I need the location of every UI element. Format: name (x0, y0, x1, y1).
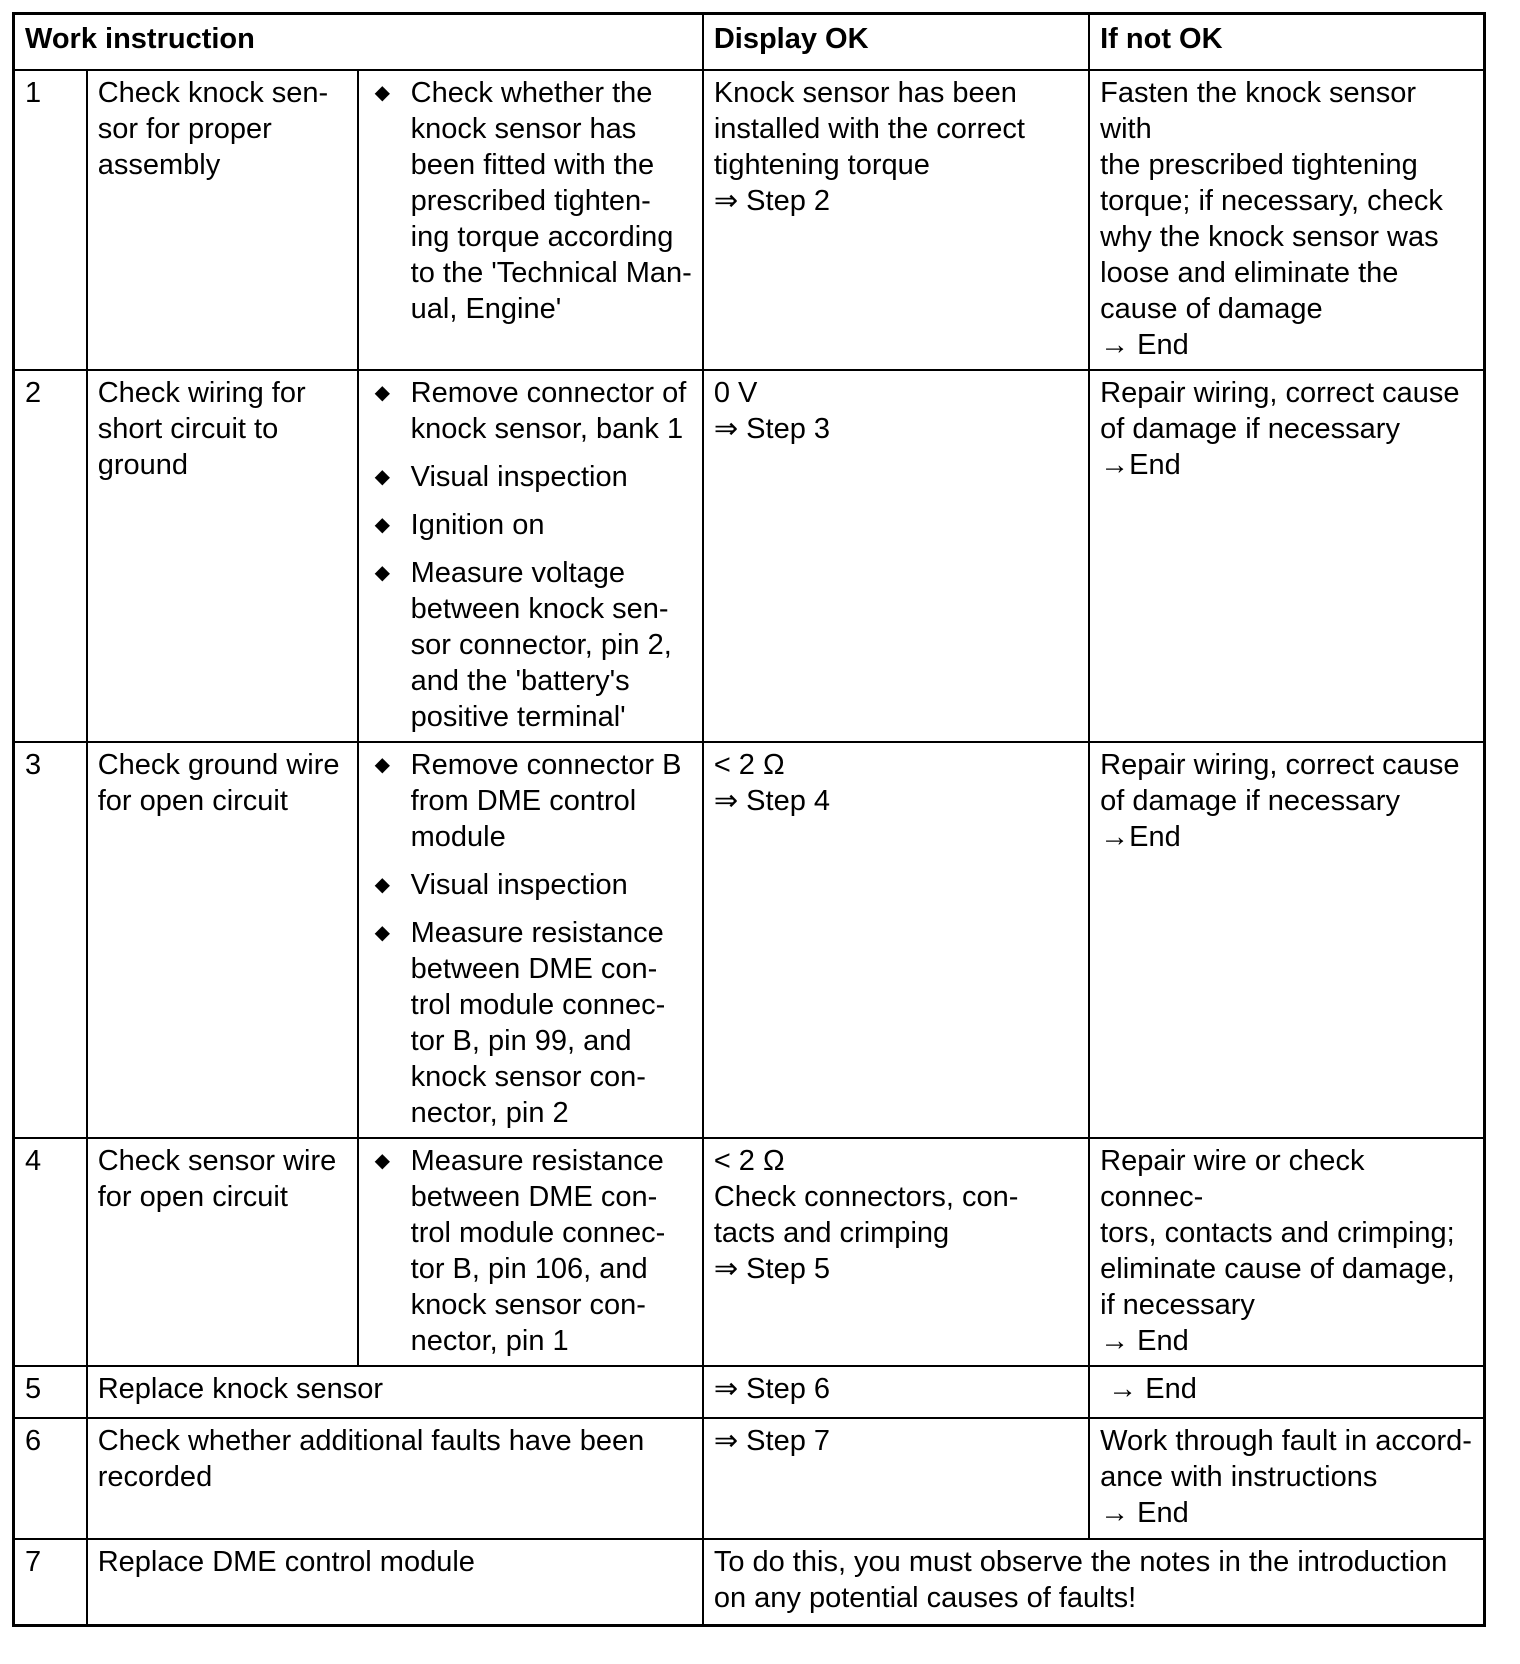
not-ok-line: →End (1100, 449, 1181, 481)
step-number: 2 (14, 370, 87, 742)
action-line: to the 'Technical Man- (410, 257, 692, 289)
action-line: Measure resistance (410, 917, 664, 949)
action-line: ing torque according (410, 221, 674, 253)
action-list (369, 75, 692, 327)
ok-line: < 2 Ω (713, 1145, 785, 1177)
step-number: 7 (14, 1539, 87, 1625)
not-ok-line: Work through fault in accord- (1100, 1425, 1472, 1457)
action-line: trol module connec- (410, 989, 666, 1021)
diamond-bullet-icon: ◆ (374, 514, 391, 536)
table-row (14, 1366, 1485, 1418)
diamond-bullet-icon: ◆ (374, 466, 391, 488)
action-line: positive terminal' (410, 701, 626, 733)
header-row (14, 14, 1485, 71)
task-line: Check whether additional faults have been (97, 1425, 645, 1457)
action-line: prescribed tighten- (410, 185, 651, 217)
action-line: and the 'battery's (410, 665, 630, 697)
if-not-ok-cell (1089, 1366, 1484, 1418)
action-line: between DME con- (410, 1181, 658, 1213)
diamond-bullet-icon: ◆ (374, 1150, 391, 1172)
step-task (87, 742, 358, 1138)
not-ok-line: →End (1100, 821, 1181, 853)
step-task (87, 370, 358, 742)
not-ok-line: if necessary (1100, 1289, 1255, 1321)
if-not-ok-cell (1089, 70, 1484, 370)
not-ok-line: the prescribed tightening (1100, 149, 1418, 181)
header-display-ok: Display OK (703, 14, 1089, 71)
task-line: Check knock sen- (97, 77, 329, 109)
action-line: Measure voltage (410, 557, 626, 589)
task-line: assembly (97, 149, 221, 181)
ok-line: ⇒ Step 3 (713, 413, 831, 445)
diamond-bullet-icon: ◆ (374, 82, 391, 104)
action-line: Remove connector of (410, 377, 687, 409)
list-item (369, 507, 692, 543)
list-item (369, 375, 692, 447)
action-line: from DME control (410, 785, 637, 817)
table-row (14, 70, 1485, 370)
task-line: Replace DME control module (97, 1546, 475, 1578)
not-ok-line: → End (1100, 1497, 1189, 1529)
action-line: nector, pin 1 (410, 1325, 569, 1357)
action-line: Check whether the (410, 77, 653, 109)
note-line: on any potential causes of faults! (713, 1582, 1137, 1614)
not-ok-line: tors, contacts and crimping; (1100, 1217, 1455, 1249)
action-line: been fitted with the (410, 149, 655, 181)
action-line: trol module connec- (410, 1217, 666, 1249)
action-line: knock sensor has (410, 113, 637, 145)
ok-line: tightening torque (713, 149, 930, 181)
task-line: ground (97, 449, 189, 481)
ok-line: ⇒ Step 7 (713, 1425, 831, 1457)
action-line: ual, Engine' (410, 293, 562, 325)
not-ok-line: cause of damage (1100, 293, 1323, 325)
if-not-ok-cell (1089, 1418, 1484, 1539)
action-line: Visual inspection (410, 869, 628, 901)
display-ok-cell (703, 742, 1089, 1138)
list-item (369, 555, 692, 735)
not-ok-line: torque; if necessary, check (1100, 185, 1443, 217)
action-line: sor connector, pin 2, (410, 629, 672, 661)
display-ok-cell (703, 1418, 1089, 1539)
ok-line: ⇒ Step 4 (713, 785, 831, 817)
not-ok-line: → End (1100, 329, 1189, 361)
action-list (369, 1143, 692, 1359)
action-list (369, 747, 692, 1131)
ok-line: ⇒ Step 6 (713, 1373, 831, 1405)
action-line: module (410, 821, 506, 853)
step-number: 3 (14, 742, 87, 1138)
action-line: knock sensor con- (410, 1289, 646, 1321)
display-ok-cell (703, 1366, 1089, 1418)
not-ok-line: loose and eliminate the (1100, 257, 1399, 289)
task-line: recorded (97, 1461, 213, 1493)
not-ok-line: Repair wiring, correct cause (1100, 749, 1460, 781)
task-line: short circuit to (97, 413, 279, 445)
diamond-bullet-icon: ◆ (374, 562, 391, 584)
action-line: between knock sen- (410, 593, 669, 625)
table-row (14, 1418, 1485, 1539)
not-ok-line: eliminate cause of damage, (1100, 1253, 1455, 1285)
if-not-ok-cell (1089, 742, 1484, 1138)
diamond-bullet-icon: ◆ (374, 922, 391, 944)
task-line: Check ground wire (97, 749, 340, 781)
step-actions (358, 370, 703, 742)
ok-line: installed with the correct (713, 113, 1025, 145)
step-number: 4 (14, 1138, 87, 1366)
display-ok-cell (703, 1138, 1089, 1366)
action-line: between DME con- (410, 953, 658, 985)
diamond-bullet-icon: ◆ (374, 382, 391, 404)
list-item (369, 1143, 692, 1359)
step-actions (358, 70, 703, 370)
task-line: Replace knock sensor (97, 1373, 384, 1405)
not-ok-line: of damage if necessary (1100, 785, 1400, 817)
ok-line: tacts and crimping (713, 1217, 950, 1249)
header-if-not-ok: If not OK (1089, 14, 1484, 71)
table-row (14, 370, 1485, 742)
ok-line: < 2 Ω (713, 749, 785, 781)
not-ok-line: Repair wiring, correct cause (1100, 377, 1460, 409)
action-line: knock sensor, bank 1 (410, 413, 684, 445)
table-row (14, 742, 1485, 1138)
action-line: Remove connector B (410, 749, 682, 781)
action-line: Visual inspection (410, 461, 628, 493)
ok-line: ⇒ Step 5 (713, 1253, 831, 1285)
table-row (14, 1539, 1485, 1625)
task-line: Check sensor wire (97, 1145, 337, 1177)
step-task (87, 1539, 703, 1625)
header-work-instruction: Work instruction (14, 14, 703, 71)
action-list (369, 375, 692, 735)
list-item (369, 75, 692, 327)
ok-line: Check connectors, con- (713, 1181, 1019, 1213)
step-number: 1 (14, 70, 87, 370)
action-line: tor B, pin 106, and (410, 1253, 648, 1285)
if-not-ok-cell (1089, 1138, 1484, 1366)
action-line: Ignition on (410, 509, 545, 541)
list-item (369, 459, 692, 495)
task-line: for open circuit (97, 785, 288, 817)
ok-line: ⇒ Step 2 (713, 185, 831, 217)
table-row (14, 1138, 1485, 1366)
not-ok-line: ance with instructions (1100, 1461, 1378, 1493)
table-body (14, 70, 1485, 1625)
action-line: nector, pin 2 (410, 1097, 569, 1129)
action-line: knock sensor con- (410, 1061, 646, 1093)
not-ok-line: why the knock sensor was (1100, 221, 1439, 253)
diamond-bullet-icon: ◆ (374, 754, 391, 776)
task-line: sor for proper (97, 113, 272, 145)
diamond-bullet-icon: ◆ (374, 874, 391, 896)
step-actions (358, 742, 703, 1138)
task-line: for open circuit (97, 1181, 288, 1213)
not-ok-line: Repair wire or check connec- (1100, 1145, 1365, 1213)
display-ok-cell (703, 370, 1089, 742)
step-task (87, 1418, 703, 1539)
step-task (87, 70, 358, 370)
action-line: tor B, pin 99, and (410, 1025, 632, 1057)
note-line: To do this, you must observe the notes in the introduction (713, 1546, 1448, 1578)
not-ok-line: of damage if necessary (1100, 413, 1400, 445)
if-not-ok-cell (1089, 370, 1484, 742)
action-line: Measure resistance (410, 1145, 664, 1177)
step-number: 5 (14, 1366, 87, 1418)
not-ok-line: → End (1100, 1325, 1189, 1357)
list-item (369, 867, 692, 903)
display-ok-cell (703, 70, 1089, 370)
step-note (703, 1539, 1485, 1625)
task-line: Check wiring for (97, 377, 306, 409)
not-ok-line: Fasten the knock sensor with (1100, 77, 1417, 145)
step-actions (358, 1138, 703, 1366)
ok-line: Knock sensor has been (713, 77, 1017, 109)
step-number: 6 (14, 1418, 87, 1539)
list-item (369, 747, 692, 855)
ok-line: 0 V (713, 377, 758, 409)
step-task (87, 1138, 358, 1366)
list-item (369, 915, 692, 1131)
step-task (87, 1366, 703, 1418)
not-ok-line: → End (1100, 1373, 1197, 1405)
work-instruction-table (12, 12, 1486, 1627)
